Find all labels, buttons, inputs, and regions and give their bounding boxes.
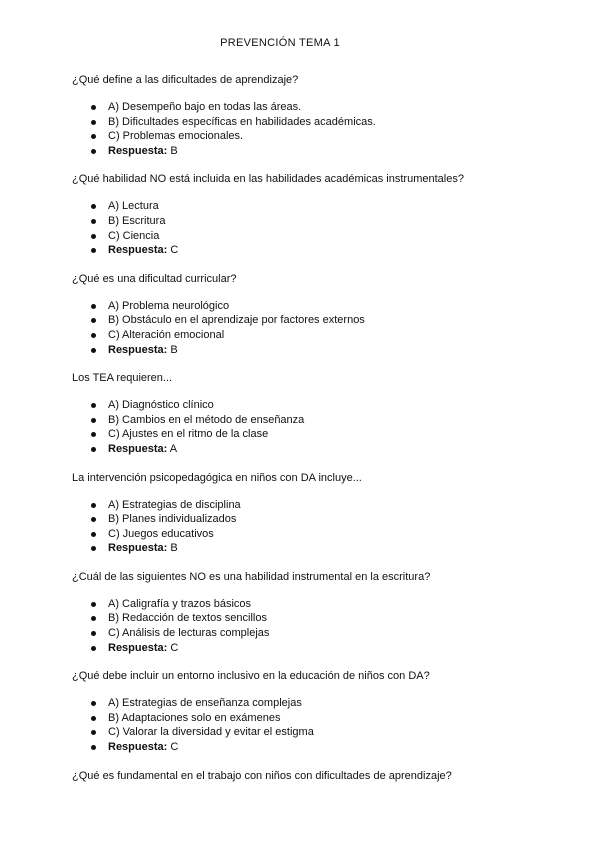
question-text: ¿Qué habilidad NO está incluida en las habilidades académicas instrumentales? xyxy=(72,173,464,186)
option-item: A) Estrategias de enseñanza complejas xyxy=(72,696,542,711)
answer-label: Respuesta: xyxy=(108,442,168,455)
question-text: ¿Qué es una dificultad curricular? xyxy=(72,272,237,285)
option-list xyxy=(72,100,542,158)
answer-item xyxy=(72,541,542,556)
option-item: C) Alteración emocional xyxy=(72,328,542,343)
option-item: C) Ajustes en el ritmo de la clase xyxy=(72,427,542,442)
option-item: B) Obstáculo en el aprendizaje por factores externos xyxy=(72,313,542,328)
option-item: B) Redacción de textos sencillos xyxy=(72,611,542,626)
answer-item xyxy=(72,243,542,258)
answer-value: C xyxy=(170,244,179,257)
option-item: C) Problemas emocionales. xyxy=(72,129,542,144)
bullet-icon xyxy=(91,646,96,651)
bullet-icon xyxy=(91,248,96,253)
question-list xyxy=(72,73,542,783)
question-text: ¿Qué es fundamental en el trabajo con niños con dificultades de aprendizaje? xyxy=(72,769,452,782)
bullet-icon xyxy=(91,631,96,636)
answer-item xyxy=(72,641,542,656)
bullet-icon xyxy=(91,318,96,323)
answer-value: B xyxy=(170,542,178,555)
bullet-icon xyxy=(91,716,96,721)
question-text: Los TEA requieren... xyxy=(72,372,173,385)
option-item: B) Cambios en el método de enseñanza xyxy=(72,413,542,428)
answer-value: A xyxy=(169,442,178,455)
bullet-icon xyxy=(91,204,96,209)
bullet-icon xyxy=(91,701,96,706)
option-item: A) Caligrafía y trazos básicos xyxy=(72,597,542,612)
bullet-icon xyxy=(91,517,96,522)
answer-value: C xyxy=(170,641,179,654)
bullet-icon xyxy=(91,447,96,452)
bullet-icon xyxy=(91,616,96,621)
option-item: B) Adaptaciones solo en exámenes xyxy=(72,711,542,726)
bullet-icon xyxy=(91,432,96,437)
bullet-icon xyxy=(91,745,96,750)
answer-item xyxy=(72,343,542,358)
bullet-icon xyxy=(91,304,96,309)
answer-item xyxy=(72,740,542,755)
option-item: A) Desempeño bajo en todas las áreas. xyxy=(72,100,542,115)
bullet-icon xyxy=(91,418,96,423)
bullet-icon xyxy=(91,219,96,224)
bullet-icon xyxy=(91,149,96,154)
option-item: B) Escritura xyxy=(72,214,542,229)
answer-value: B xyxy=(170,144,178,157)
option-list xyxy=(72,597,542,655)
option-item: B) Dificultades específicas en habilidades académicas. xyxy=(72,115,542,130)
bullet-icon xyxy=(91,602,96,607)
option-item: A) Diagnóstico clínico xyxy=(72,398,542,413)
option-item: A) Estrategias de disciplina xyxy=(72,498,542,513)
answer-value: B xyxy=(170,343,178,356)
answer-label: Respuesta: xyxy=(108,343,168,356)
bullet-icon xyxy=(91,134,96,139)
option-item: B) Planes individualizados xyxy=(72,512,542,527)
option-item: C) Valorar la diversidad y evitar el estigma xyxy=(72,725,542,740)
answer-label: Respuesta: xyxy=(108,244,168,257)
option-item: C) Análisis de lecturas complejas xyxy=(72,626,542,641)
answer-label: Respuesta: xyxy=(108,542,168,555)
bullet-icon xyxy=(91,730,96,735)
option-list xyxy=(72,199,542,257)
answer-item xyxy=(72,144,542,159)
answer-item xyxy=(72,442,542,457)
answer-value: C xyxy=(170,741,179,754)
document-title: PREVENCIÓN TEMA 1 xyxy=(220,37,340,49)
option-item: A) Lectura xyxy=(72,199,542,214)
answer-label: Respuesta: xyxy=(108,741,168,754)
bullet-icon xyxy=(91,333,96,338)
bullet-icon xyxy=(91,403,96,408)
option-item: C) Ciencia xyxy=(72,229,542,244)
question-text: ¿Qué debe incluir un entorno inclusivo en la educación de niños con DA? xyxy=(72,670,430,683)
option-list xyxy=(72,398,542,456)
bullet-icon xyxy=(91,503,96,508)
bullet-icon xyxy=(91,234,96,239)
question-text: La intervención psicopedagógica en niños con DA incluye... xyxy=(72,471,362,484)
question-text: ¿Cuál de las siguientes NO es una habilidad instrumental en la escritura? xyxy=(72,570,431,583)
answer-label: Respuesta: xyxy=(108,144,168,157)
option-list xyxy=(72,299,542,357)
option-list xyxy=(72,498,542,556)
option-list xyxy=(72,696,542,754)
bullet-icon xyxy=(91,348,96,353)
bullet-icon xyxy=(91,532,96,537)
option-item: C) Juegos educativos xyxy=(72,527,542,542)
bullet-icon xyxy=(91,546,96,551)
option-item: A) Problema neurológico xyxy=(72,299,542,314)
bullet-icon xyxy=(91,120,96,125)
bullet-icon xyxy=(91,105,96,110)
answer-label: Respuesta: xyxy=(108,641,168,654)
question-text: ¿Qué define a las dificultades de aprendizaje? xyxy=(72,74,299,86)
